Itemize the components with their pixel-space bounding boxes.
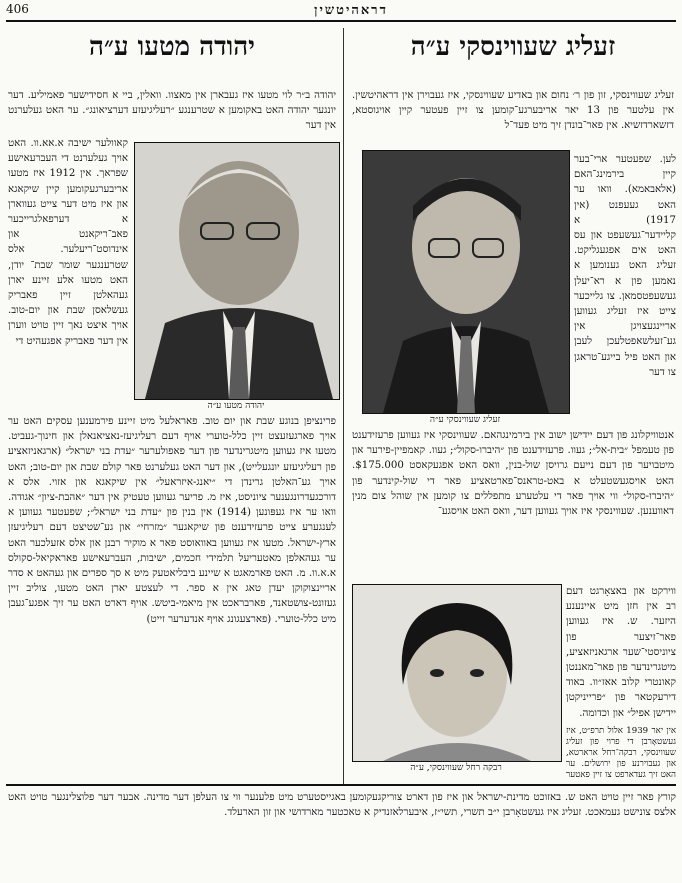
photo-caption-rivka: רבקה רחל שעווינסקי, ע״ה [410, 763, 502, 773]
right-article-title: יהודה מטעו ע״ה [88, 32, 256, 62]
column-divider [343, 28, 344, 784]
page-number: 406 [6, 2, 29, 16]
left-article-closing: אין יאר 1939 אלול תרפ״ט, איז געשטאָרבן די פרוי פון זעליג שעווינסקי, רבקה־רחל ארארטא, און געבוירנע פון ירושלים. ער האט זיך געדארפט צו זיין פאטער [566, 726, 676, 780]
portrait-photo-rivka [352, 584, 562, 762]
left-article-title: זעליג שעווינסקי ע״ה [410, 32, 616, 62]
portrait-photo-yehuda [134, 142, 340, 400]
running-title: דראהיטשין [314, 3, 388, 18]
left-article-body: אנטוויקלונג פון דעם יידישן ישוב אין בירמינגהאם. שעווינסקי איז געווען פרעזידענט פון טעמפל ״בית-אל״; געוו. פרעזידענט פון ״היברו-סקול״; געוו. קאמפיין-פירער און מיטבויער פון דעם נייעם גרויסן שול-בנין, וואס האט אפגעקאסט $175.000. האט אויסגעשטעלט א באט-טראנס־פארטאציע פאר די שול-קינדער פון ״היברו-סקול״ ווי אויך פאר די עלטערע מתפללים צו קומען אין שוהל צום מנין דאווענען. שעווינסקי איז אויך געווען דער, וואס האט אויסגע־ [352, 430, 674, 518]
footer-divider [6, 784, 676, 786]
photo-caption-zelig: זעליג שעווינסקי ע״ה [429, 415, 501, 425]
footer-text: קורץ פאר זיין טויט האט ש. באזוכט מדינת-ישראל און איז פון דארט צוריקגעקומען באגייסטערט מיט פלענער ווי צו העלפן דער מדינה. אבער דער פלוצלינגער טויט האט אלצס צונישט געמאכט. זעליג איז געשטאָרבן י״ב תשרי, תשי״ז, איבערלאזנדיק א טאכטער מארדושי און זון הארעלד. [8, 792, 676, 819]
right-article-side-text: קאוולער ישיבה א.אא.וו. האט אויך געלערנט די העברעאישע שפראך. אין 1912 איז מטעו אריבערגעקומען קיין שיקאגא און איז מיט דער צייט געווארן א דערפאלגרייכער פאב־ריקאנט און אינדוסט־ריעלער. אלס שטרענגער שומר שבת־ יודן, האט מטעו אלע זיינע יארן געהאלטן זיין פאבריק געשלאסן שבת און יום-טוב. אויך איצט נאך זיין טויט ווערן אין דער פאבריק אפגעהיט די [8, 138, 128, 347]
left-article-side-text: לען. שפעטער ארי־בער קיין בירמינג־האם (אלאבאמא). וואו ער האט געעפנט (אין 1917) א קליידער־געשעפט און עס האט אים אפגעגליקט. זעליג האט גענומען א נאמען פון א רא־יעלן געשעפטסמאן. צו גלייכער צייט איז זעליג געווען אריינגעצויגן אין גע־זעלשאפטלעכן לעבן און האט פיל בייגע־טראגן צו דער [574, 154, 676, 378]
right-article-body: פרינציפן בנוגע שבת און יום טוב. פאראלעל מיט זיינע פירמענען עסקים האט ער אויך פארגעזעצט זיין כלל-טוערי אויף דעם רעליגיעז-נאציאנאלן און חינוך-געביט. מטעו איז געווען מיטגרינדער פון דער פאפולערער ״עדת בני ישראל״ (ארגאניזאציע פון רעליגיעזע יונגעלייט), און דער האט געלערנט פאר קולם שבת און יום-טוב; האט אויך גע־האלטן גרינדן די ״יאנג-איזראעל״ אין שיקאגא און אזוי. אלס א דורכגעדרונגענער ציוניסט, איז מ. פריער געווען טעטיק אין דער ״אהבת-ציון״ אגודה. וואו ער איז געפּונען (1914) אין בנין פון ״עדת בני ישראל״; שפעטער געווען א לענגערע צייט פרעזידענט פון שיקאגער ״מזרחי״ און גע־שטיצט דעם רעליגיעזן ארץ-ישראל. מטעו איז געווען באוואוסט פאר א מוקיר רבנן און אלס אזעלכער האט ער געהאלפן מאטעריעל תלמידי חכמים, ישיבות, העברעאישע פאראקיאל-סקולס א.א.וו. מ. האט פארמאגט א שיינע ביבליאטעק מיט א סך ספרים און געהאט א סדר אריינצוקוקן יעדן טאג אין א ספר. די לעצטע יארן האט מטעו, צוליב זיין געזונט-צושטאנד, פארבראכט אין מיאמי-ביטש. אויף דארט האט ער זיך אפגע־געבן מיט כלל-טוערי. (פארצעגונג אויף אנדערער זייט) [8, 416, 336, 625]
left-article-narrow-text: ווירקט און באצאָרגט דעם רב אין חזן מיט איינענע היזער. ש. איז געווען פאר־זיצער פון ציוניסטי־שער ארגאניזאציע, מיטגרינדער פון פאר־מאננטן קאונטרי קלוב אאז״וו. באוד דירעקטאר פון ״פרייניקטן יידישן אפיל״ און וכדומה. [566, 586, 676, 719]
left-article-intro: זעליג שעווינסקי, זון פון ר׳ נחום און באדיע שעווינסקי, איז געבוירן אין דראהיטשין. אין עלטער פון 13 יאר אריבערגע־קומען צו זיין פעטער קיין אויגוסטא, דזשארדזשיא. אין פאר־בונדן זיך מיט פעד־ל [352, 90, 674, 132]
running-header [6, 2, 676, 22]
portrait-photo-zelig [362, 150, 570, 414]
right-article-intro: יהודה ב״ר לוי מטעו איז געבארן אין מאצוו. וואלין, ביי א חסידישער פאמיליע. דער יונגער יהודה האט באקומען א שטרענגע ״רעליגיעזע דערציאונג״. ער האט געלערנט אין דער [8, 90, 336, 132]
photo-caption-yehuda: יהודה מטעו ע״ה [207, 401, 265, 411]
